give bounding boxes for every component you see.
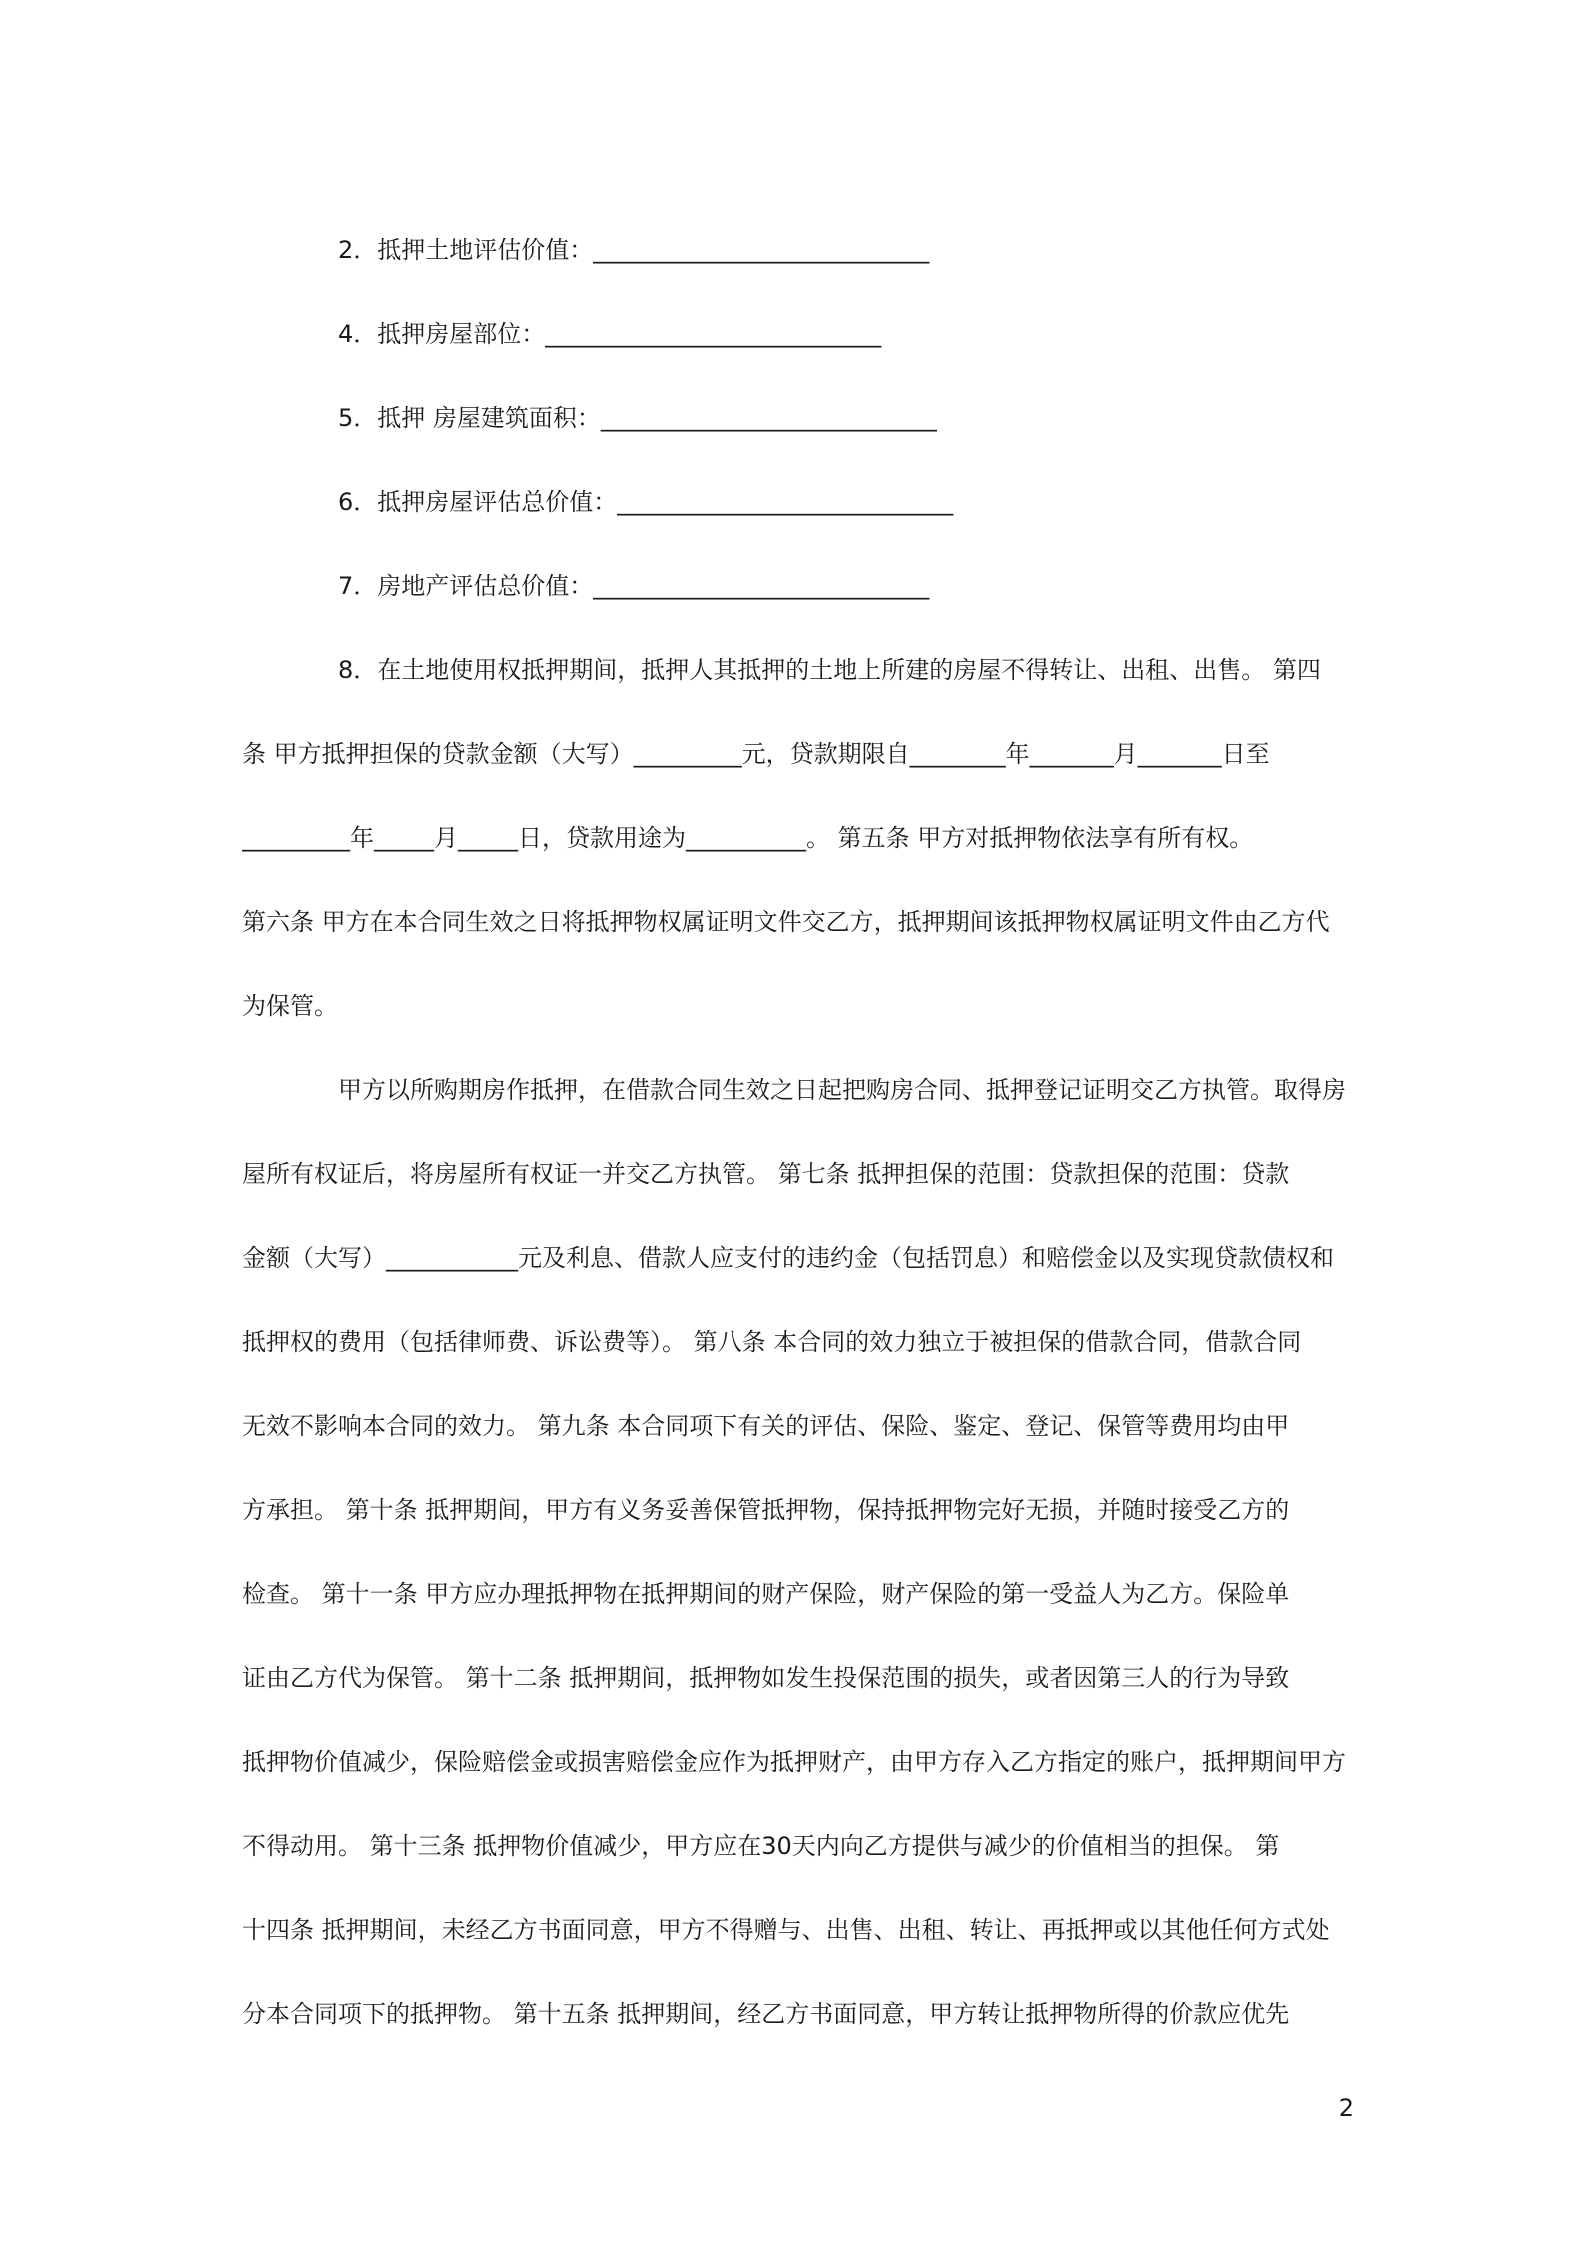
contract-body <box>242 208 1354 2056</box>
item-house-location: 4．抵押房屋部位：____________________________ <box>338 320 882 348</box>
text-line: 十四条 抵押期间，未经乙方书面同意，甲方不得赠与、出售、出租、转让、再抵押或以其他任何方式处 <box>242 1916 1330 1944</box>
text-line: 屋所有权证后，将房屋所有权证一并交乙方执管。 第七条 抵押担保的范围：贷款担保的范围：贷款 <box>242 1160 1290 1188</box>
item-house-valuation: 6．抵押房屋评估总价值：____________________________ <box>338 488 954 516</box>
text-line: 抵押权的费用（包括律师费、诉讼费等）。 第八条 本合同的效力独立于被担保的借款合同，借款合同 <box>242 1328 1302 1356</box>
text-line: 检查。 第十一条 甲方应办理抵押物在抵押期间的财产保险，财产保险的第一受益人为乙方。保险单 <box>242 1580 1290 1608</box>
item-land-use-restriction: 8．在土地使用权抵押期间，抵押人其抵押的土地上所建的房屋不得转让、出租、出售。 第四 <box>338 656 1321 684</box>
text-line: 第六条 甲方在本合同生效之日将抵押物权属证明文件交乙方，抵押期间该抵押物权属证明文件由乙方代 <box>242 908 1330 936</box>
text-line: _________年_____月_____日，贷款用途为__________。 第五条 甲方对抵押物依法享有所有权。 <box>242 824 1254 852</box>
paragraph-start: 甲方以所购期房作抵押，在借款合同生效之日起把购房合同、抵押登记证明交乙方执管。取得房 <box>338 1076 1346 1104</box>
text-line: 条 甲方抵押担保的贷款金额（大写）_________元，贷款期限自________年_______月_______日至 <box>242 740 1270 768</box>
text-line: 为保管。 <box>242 992 338 1020</box>
item-land-valuation: 2．抵押土地评估价值：____________________________ <box>338 236 930 264</box>
text-line: 金额（大写）___________元及利息、借款人应支付的违约金（包括罚息）和赔偿金以及实现贷款债权和 <box>242 1244 1334 1272</box>
item-property-valuation: 7．房地产评估总价值：____________________________ <box>338 572 930 600</box>
text-line: 证由乙方代为保管。 第十二条 抵押期间，抵押物如发生投保范围的损失，或者因第三人的行为导致 <box>242 1664 1290 1692</box>
text-line: 无效不影响本合同的效力。 第九条 本合同项下有关的评估、保险、鉴定、登记、保管等费用均由甲 <box>242 1412 1290 1440</box>
text-line: 不得动用。 第十三条 抵押物价值减少，甲方应在30天内向乙方提供与减少的价值相当的担保。 第 <box>242 1832 1280 1860</box>
text-line: 方承担。 第十条 抵押期间，甲方有义务妥善保管抵押物，保持抵押物完好无损，并随时接受乙方的 <box>242 1496 1290 1524</box>
item-house-area: 5．抵押 房屋建筑面积：____________________________ <box>338 404 937 432</box>
text-line: 抵押物价值减少，保险赔偿金或损害赔偿金应作为抵押财产，由甲方存入乙方指定的账户，抵押期间甲方 <box>242 1748 1346 1776</box>
text-line: 分本合同项下的抵押物。 第十五条 抵押期间，经乙方书面同意，甲方转让抵押物所得的价款应优先 <box>242 2000 1290 2028</box>
page-number: 2 <box>1338 2094 1354 2122</box>
